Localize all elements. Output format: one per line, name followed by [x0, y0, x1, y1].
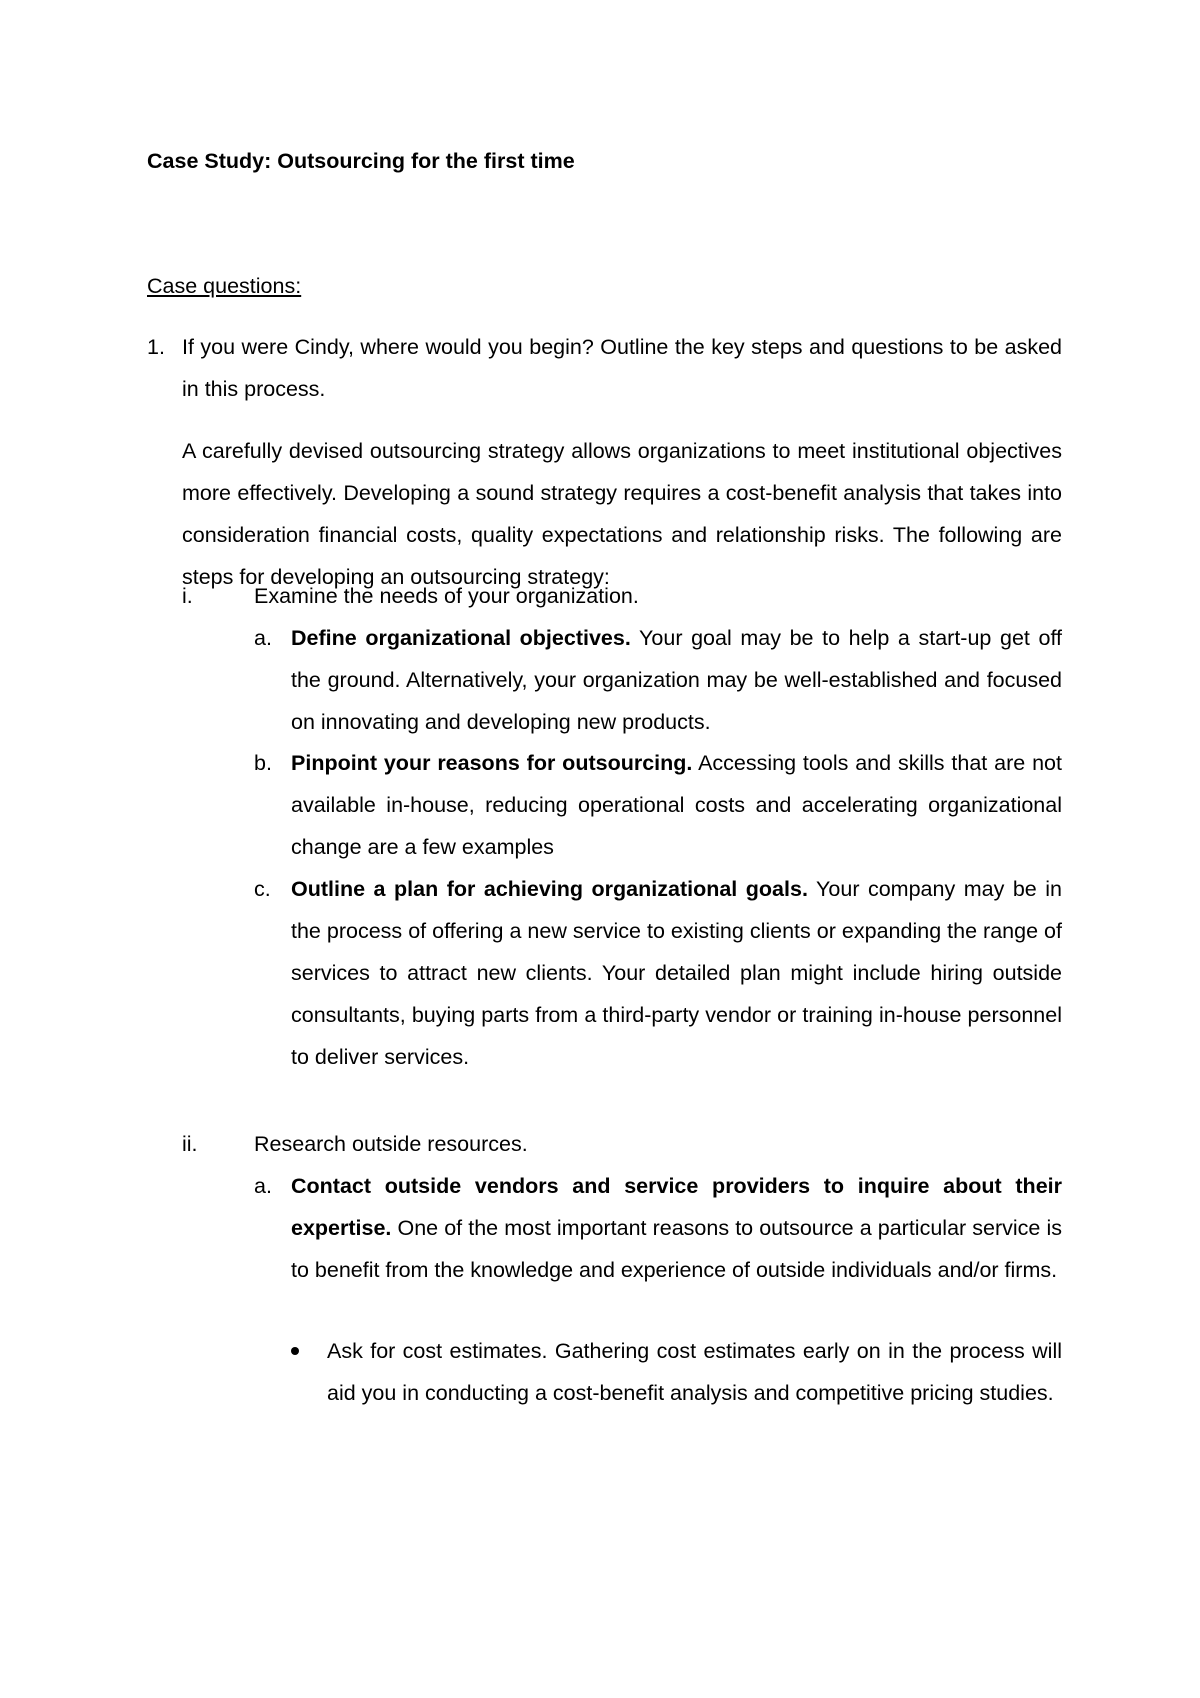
- bullet-text: Ask for cost estimates. Gathering cost estimates early on in the process will aid you in conducting a cost-benefit analysis and competitive pricing studies.: [327, 1339, 1062, 1405]
- sub-item-bold: Define organizational objectives.: [291, 626, 631, 650]
- sub-item-marker: a.: [254, 626, 272, 650]
- sub-item-bold: Outline a plan for achieving organizational goals.: [291, 877, 808, 901]
- sub-item-text: [291, 617, 1062, 743]
- document-title: Case Study: Outsourcing for the first time: [147, 149, 575, 173]
- sub-item-marker: c.: [254, 877, 271, 901]
- sub-item-body: Accessing tools and skills that are not available in-house, reducing operational costs and accelerating organizational change are a few examples: [291, 751, 1062, 859]
- sub-item-marker: b.: [254, 751, 272, 775]
- sub-item-text: [291, 868, 1062, 1078]
- sub-item-body: One of the most important reasons to outsource a particular service is to benefit from the knowledge and experience of outside individuals and/or firms.: [291, 1216, 1062, 1282]
- sub-item-body: Your goal may be to help a start-up get off the ground. Alternatively, your organization may be well-established and focused on innovating and developing new products.: [291, 626, 1062, 734]
- intro-paragraph: A carefully devised outsourcing strategy allows organizations to meet institutional objectives more effectively. Developing a sound strategy requires a cost-benefit analysis that takes into consideration financial costs, quality expectations and relationship risks. The following are steps for developing an outsourcing strategy:: [182, 439, 1062, 589]
- case-questions-heading: Case questions:: [147, 274, 302, 298]
- sub-item-text: [291, 1165, 1062, 1291]
- sub-item-text: [291, 742, 1062, 868]
- step-text: Examine the needs of your organization.: [254, 584, 639, 608]
- sub-item-bold: Contact outside vendors and service providers to inquire about their expertise.: [291, 1174, 1062, 1240]
- step-marker: i.: [182, 584, 193, 608]
- sub-item-body: Your company may be in the process of offering a new service to existing clients or expanding the range of services to attract new clients. Your detailed plan might include hiring outside consultants, buying parts from a third-party vendor or training in-house personnel to deliver services.: [291, 877, 1062, 1069]
- step-text: Research outside resources.: [254, 1132, 528, 1156]
- step-marker: ii.: [182, 1132, 198, 1156]
- bullet-icon: [291, 1347, 299, 1355]
- sub-item-marker: a.: [254, 1174, 272, 1198]
- sub-item-bold: Pinpoint your reasons for outsourcing.: [291, 751, 693, 775]
- question-number: 1.: [147, 335, 165, 359]
- question-text: If you were Cindy, where would you begin? Outline the key steps and questions to be asked in this process.: [182, 335, 1062, 401]
